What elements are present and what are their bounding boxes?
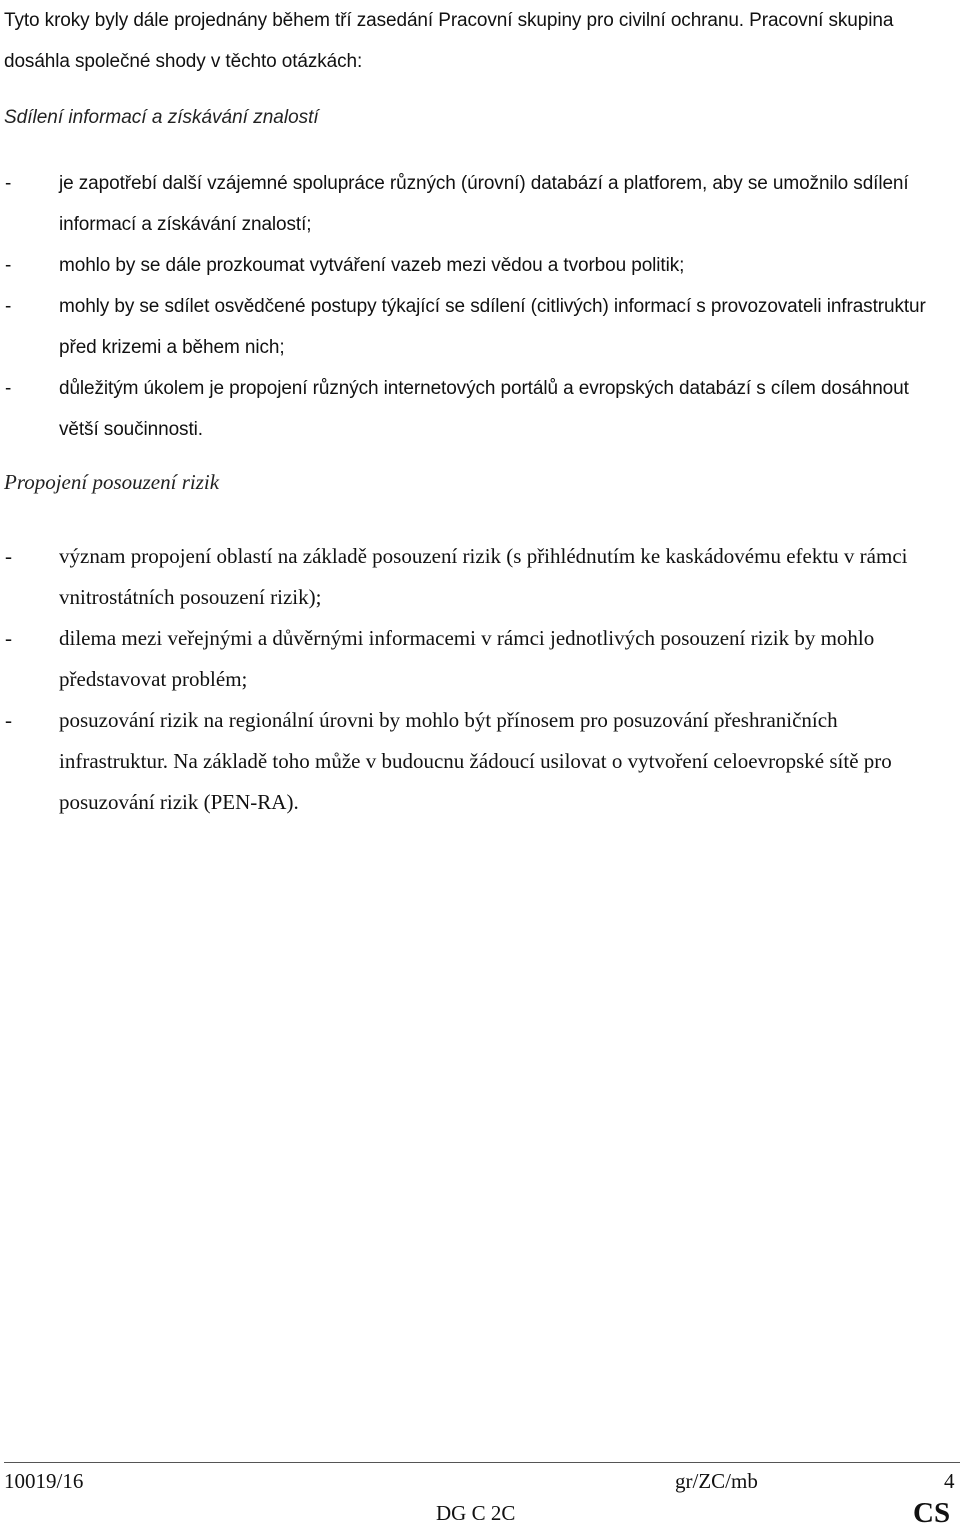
dash-bullet: - bbox=[5, 378, 12, 399]
list-item-text: posuzování rizik na regionální úrovni by mohlo být přínosem pro posuzování přeshraničních infrastruktur. Na základě toho může v budoucnu žádoucí usilovat o vytvoření celoevropské sítě pro posuzování rizik (PEN-RA). bbox=[59, 708, 892, 814]
intro-paragraph: Tyto kroky byly dále projednány během tří zasedání Pracovní skupiny pro civilní ochranu. Pracovní skupina dosáhla společné shody v těchto otázkách: bbox=[4, 10, 894, 72]
list-item bbox=[0, 368, 960, 450]
dash-bullet: - bbox=[5, 255, 12, 276]
list-item bbox=[0, 163, 960, 245]
list-item-text: je zapotřebí další vzájemné spolupráce různých (úrovní) databází a platforem, aby se umožnilo sdílení informací a získávání znalostí; bbox=[59, 173, 909, 235]
dash-bullet: - bbox=[5, 626, 12, 650]
dash-bullet: - bbox=[5, 296, 12, 317]
risk-assessment-list bbox=[0, 536, 960, 823]
footer-doc-number: 10019/16 bbox=[4, 1469, 84, 1493]
list-item-text: význam propojení oblastí na základě posouzení rizik (s přihlédnutím ke kaskádovému efektu v rámci vnitrostátních posouzení rizik); bbox=[59, 544, 908, 609]
list-item-text: důležitým úkolem je propojení různých internetových portálů a evropských databází s cílem dosáhnout větší součinnosti. bbox=[59, 378, 909, 440]
footer-page-number: 4 bbox=[944, 1469, 955, 1493]
list-item bbox=[0, 286, 960, 368]
dash-bullet: - bbox=[5, 173, 12, 194]
information-sharing-list bbox=[0, 163, 960, 450]
list-item bbox=[0, 536, 960, 618]
section-heading-information-sharing: Sdílení informací a získávání znalostí bbox=[4, 107, 319, 128]
footer-reference: gr/ZC/mb bbox=[675, 1469, 758, 1493]
list-item bbox=[0, 618, 960, 700]
section-heading-risk-assessment: Propojení posouzení rizik bbox=[4, 470, 220, 494]
list-item bbox=[0, 700, 960, 823]
list-item bbox=[0, 245, 960, 286]
dash-bullet: - bbox=[5, 708, 12, 732]
list-item-text: mohly by se sdílet osvědčené postupy týkající se sdílení (citlivých) informací s provozovateli infrastruktur před krizemi a během nich; bbox=[59, 296, 926, 358]
footer-divider bbox=[4, 1462, 960, 1463]
list-item-text: mohlo by se dále prozkoumat vytváření vazeb mezi vědou a tvorbou politik; bbox=[59, 255, 685, 276]
footer-language-code: CS bbox=[913, 1497, 951, 1529]
footer-directorate: DG C 2C bbox=[436, 1501, 516, 1525]
dash-bullet: - bbox=[5, 544, 12, 568]
list-item-text: dilema mezi veřejnými a důvěrnými informacemi v rámci jednotlivých posouzení rizik by mohlo představovat problém; bbox=[59, 626, 875, 691]
